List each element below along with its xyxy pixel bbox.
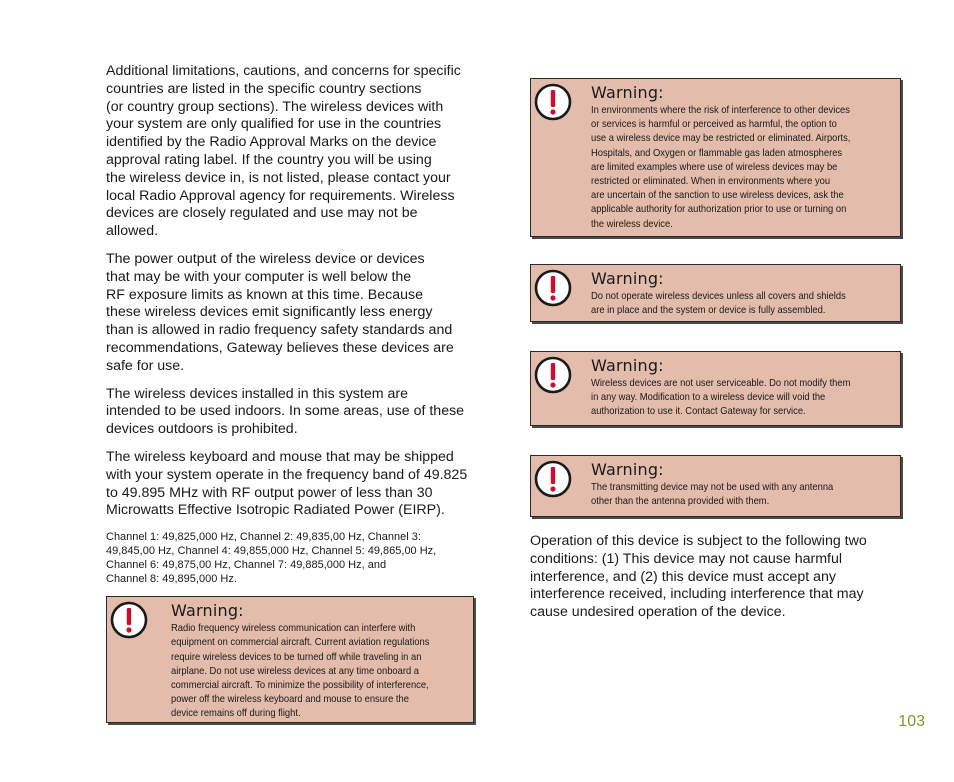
warning-box-aircraft [106, 596, 474, 723]
warning-body: Do not operate wireless devices unless all covers and shields are in place and the system or device is fully assembled. [591, 291, 846, 317]
warning-body: Wireless devices are not user serviceable. Do not modify them in any way. Modification to a wireless device will void the authorization to use it. Contact Gateway for service. [591, 378, 851, 418]
warning-box-antenna [530, 455, 901, 517]
warning-body: Radio frequency wireless communication can interfere with equipment on commercial aircraft. Current aviation regulations require wireless devices to be turned off while traveling in an airplane. Do not use wireless devices at any time onboard a commercial aircraft. To minimize the possibility of interference, power off the wireless keyboard and mouse to ensure the device remains off during flight. [171, 623, 430, 720]
warning-exclamation-icon [533, 459, 573, 499]
warning-body: The transmitting device may not be used with any antenna other than the antenna provided with them. [591, 482, 834, 508]
paragraph-indoor-use: The wireless devices installed in this system are intended to be used indoors. In some areas, use of these devices outdoors is prohibited. [106, 385, 465, 438]
warning-box-restricted-environments [530, 78, 901, 237]
left-column [106, 63, 478, 723]
warning-title: Warning: [591, 269, 664, 288]
warning-exclamation-icon [533, 268, 573, 308]
warning-exclamation-icon [533, 355, 573, 395]
warning-title: Warning: [591, 356, 664, 375]
warning-title: Warning: [591, 460, 664, 479]
paragraph-channels: Channel 1: 49,825,000 Hz, Channel 2: 49,835,00 Hz, Channel 3: 49,845,00 Hz, Channel 4: 49,855,000 Hz, Channel 5: 49,865,00 Hz, Channel 6: 49,875,00 Hz, Channel 7: 49,885,000 Hz, and Channel 8: 49,895,000 Hz. [106, 531, 437, 586]
warning-body: In environments where the risk of interference to other devices or services is harmful or perceived as harmful, the option to use a wireless device may be restricted or eliminated. Airports, Hospitals, and Oxygen or flammable gas laden atmospheres are limited examples where use of wireless devices may be restricted or eliminated. When in environments where you are uncertain of the sanction to use wireless devices, ask the applicable authority for authorization prior to use or turning on the wireless device. [591, 105, 851, 230]
warning-exclamation-icon [109, 600, 149, 640]
warning-title: Warning: [591, 83, 664, 102]
paragraph-keyboard-mouse: The wireless keyboard and mouse that may be shipped with your system operate in the frequency band of 49.825 to 49.895 MHz with RF output power of less than 30 Microwatts Effective Isotropic Radiated Power (EIRP). [106, 448, 468, 519]
paragraph-operation-conditions: Operation of this device is subject to the following two conditions: (1) This device may not cause harmful interference, and (2) this device must accept any interference received, including interference that may cause undesired operation of the device. [530, 533, 867, 621]
paragraph-limitations: Additional limitations, cautions, and concerns for specific countries are listed in the specific country sections (or country group sections). The wireless devices with your system are only qualified for use in the countries identified by the Radio Approval Marks on the device approval rating label. If the country you will be using the wireless device in, is not listed, please contact your local Radio Approval agency for requirements. Wireless devices are closely regulated and use may not be allowed. [106, 63, 461, 240]
right-column [530, 78, 902, 632]
warning-box-covers-shields [530, 264, 901, 322]
paragraph-power-output: The power output of the wireless device or devices that may be with your computer is well below the RF exposure limits as known at this time. Because these wireless devices emit significantly less energy than is allowed in radio frequency safety standards and recommendations, Gateway believes these devices are safe for use. [106, 250, 454, 374]
warning-box-not-serviceable [530, 351, 901, 426]
warning-title: Warning: [171, 601, 244, 621]
warning-exclamation-icon [533, 82, 573, 122]
page-number: 103 [898, 713, 925, 730]
